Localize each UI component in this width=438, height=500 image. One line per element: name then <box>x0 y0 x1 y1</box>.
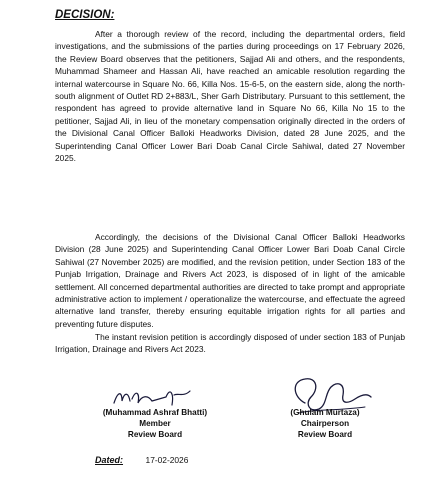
member-body: Review Board <box>127 430 183 439</box>
chairperson-signature-block <box>265 407 385 440</box>
dated-line <box>95 455 188 465</box>
member-name: (Muhammad Ashraf Bhatti) <box>102 408 208 417</box>
chairperson-role: Chairperson <box>300 419 350 428</box>
member-signature-block <box>85 407 225 440</box>
chairperson-name: (Ghulam Murtaza) <box>290 408 360 417</box>
chairperson-body: Review Board <box>297 430 353 439</box>
decision-paragraph-2: Accordingly, the decisions of the Divisional Canal Officer Balloki Headworks Division (28 June 2025) and Superintending Canal Officer Lower Bari Doab Canal Circle Sahiwal (27 November 2025) are modified, and the revision petition, under Section 183 of the Punjab Irrigation, Drainage and Rivers Act 2023, is disposed of in light of the amicable settlement. All concerned departmental authorities are directed to take prompt and appropriate administrative action to implement / operationalize the watercourse, and effectuate the agreed alternative land transfer, thereby ensuring equitable irrigation rights for all parties and preventing future disputes. <box>55 232 405 329</box>
member-role: Member <box>139 419 171 428</box>
decision-paragraph-1: After a thorough review of the record, including the departmental orders, field investigations, and the submissions of the parties during proceedings on 17 February 2026, the Review Board observes that the petitioners, Sajjad Ali and others, and the respondents, Muhammad Shameer and Hassan Ali, have reached an amicable resolution regarding the internal watercourse in Square No. 66, Killa Nos. 15-6-5, on the eastern side, along the north-south alignment of Outlet RD 2+883/L, Sher Garh Distributary. Pursuant to this settlement, the respondent has agreed to provide alternative land in Square No 66, Killa No 15 to the petitioner, Sajjad Ali, in lieu of the monetary compensation originally directed in the orders of the Divisional Canal Officer Balloki Headworks Division, dated 28 June 2025, and the Superintending Canal Officer Lower Bari Doab Canal Circle Sahiwal, dated 27 November 2025. <box>55 29 405 164</box>
decision-heading: DECISION: <box>55 9 115 21</box>
decision-paragraph-3: The instant revision petition is accordingly disposed of under section 183 of Punjab Irrigation, Drainage and Rivers Act 2023. <box>55 332 405 355</box>
dated-label: Dated: <box>95 455 124 465</box>
dated-value: 17-02-2026 <box>145 455 189 465</box>
